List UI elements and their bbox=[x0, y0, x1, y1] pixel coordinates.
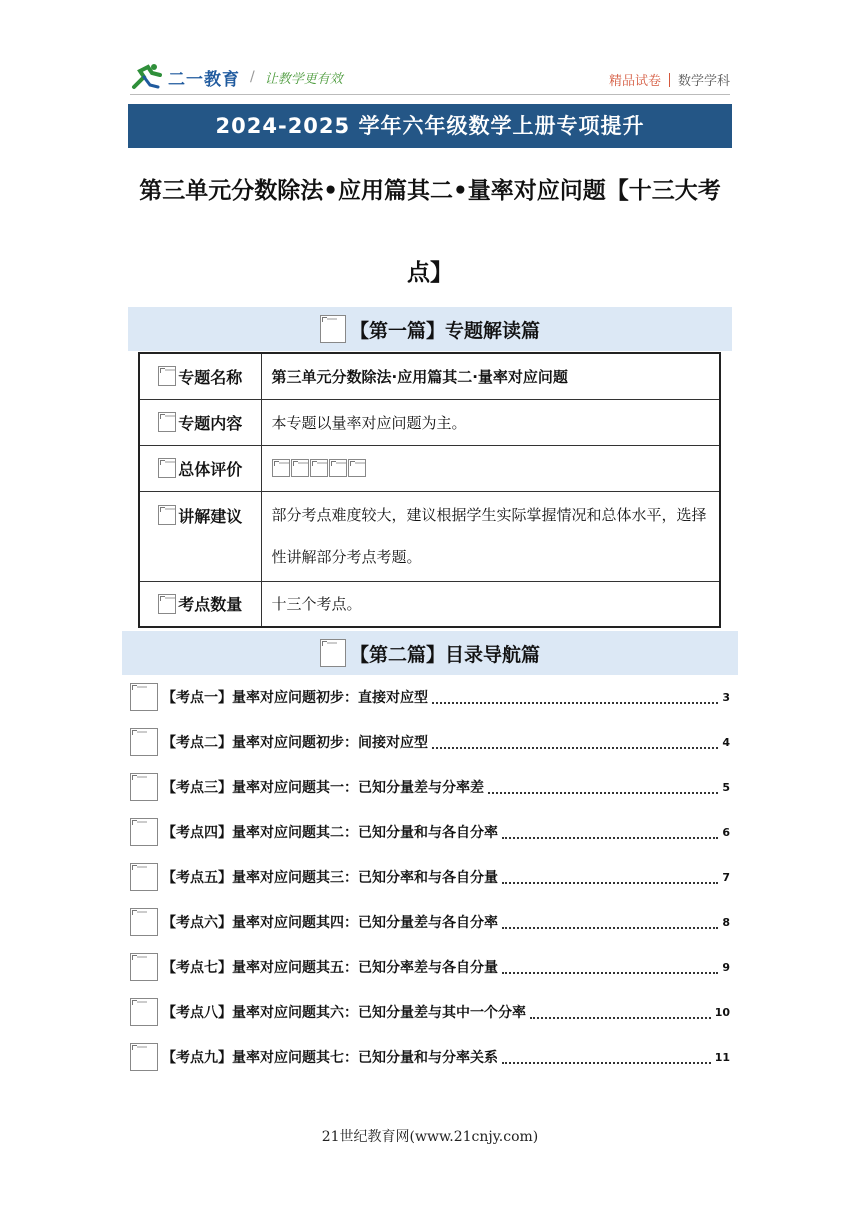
row-key: 专题内容 bbox=[139, 399, 261, 445]
row-value: 本专题以量率对应问题为主。 bbox=[261, 399, 720, 445]
toc-page-number[interactable]: 5 bbox=[722, 780, 730, 794]
image-placeholder-icon bbox=[130, 683, 158, 711]
image-placeholder-icon bbox=[158, 594, 176, 614]
image-placeholder-icon bbox=[130, 728, 158, 756]
toc-item[interactable] bbox=[130, 952, 730, 982]
tag-divider bbox=[669, 73, 670, 87]
toc-item[interactable] bbox=[130, 682, 730, 712]
logo bbox=[130, 62, 343, 92]
rating-cell bbox=[261, 445, 720, 491]
image-placeholder-icon bbox=[158, 458, 176, 478]
toc-item[interactable] bbox=[130, 1042, 730, 1072]
row-key: 专题名称 bbox=[139, 353, 261, 399]
section-1-title: 【第一篇】专题解读篇 bbox=[349, 319, 540, 342]
toc-page-number[interactable]: 3 bbox=[722, 690, 730, 704]
document-title-line-1: 第三单元分数除法•应用篇其二•量率对应问题【十三大考 bbox=[139, 178, 721, 204]
image-placeholder-icon bbox=[158, 412, 176, 432]
toc-page-number[interactable]: 8 bbox=[722, 915, 730, 929]
image-placeholder-icon bbox=[130, 1043, 158, 1071]
toc-label[interactable]: 【考点六】量率对应问题其四：已知分量差与各自分率 bbox=[162, 915, 498, 931]
star-rating bbox=[272, 459, 720, 477]
section-1-header bbox=[128, 307, 732, 351]
subject-tag: 数学学科 bbox=[677, 74, 730, 89]
toc-item[interactable] bbox=[130, 997, 730, 1027]
table-row bbox=[139, 353, 720, 399]
row-key: 考点数量 bbox=[139, 581, 261, 627]
star-icon bbox=[272, 459, 290, 477]
toc-leader bbox=[502, 972, 718, 974]
toc-leader bbox=[502, 927, 718, 929]
toc-page-number[interactable]: 9 bbox=[722, 960, 730, 974]
toc-label[interactable]: 【考点三】量率对应问题其一：已知分量差与分率差 bbox=[162, 780, 484, 796]
toc-item[interactable] bbox=[130, 817, 730, 847]
document-title-line-2: 点】 bbox=[407, 260, 453, 286]
toc-page-number[interactable]: 10 bbox=[714, 1005, 730, 1019]
header-divider bbox=[130, 94, 730, 95]
toc-leader bbox=[502, 882, 718, 884]
toc-item[interactable] bbox=[130, 862, 730, 892]
toc-label[interactable]: 【考点九】量率对应问题其七：已知分量和与分率关系 bbox=[162, 1050, 498, 1066]
toc-page-number[interactable]: 6 bbox=[722, 825, 730, 839]
toc-item[interactable] bbox=[130, 907, 730, 937]
logo-slogan: 让教学更有效 bbox=[264, 71, 343, 87]
image-placeholder-icon bbox=[130, 818, 158, 846]
image-placeholder-icon bbox=[158, 505, 176, 525]
toc-leader bbox=[488, 792, 718, 794]
image-placeholder-icon bbox=[158, 366, 176, 386]
toc-item[interactable] bbox=[130, 727, 730, 757]
page-footer: 21世纪教育网(www.21cnjy.com) bbox=[321, 1129, 539, 1145]
toc-leader bbox=[530, 1017, 711, 1019]
logo-separator: / bbox=[250, 69, 255, 85]
image-placeholder-icon bbox=[130, 908, 158, 936]
star-icon bbox=[329, 459, 347, 477]
toc-label[interactable]: 【考点七】量率对应问题其五：已知分率差与各自分量 bbox=[162, 960, 498, 976]
toc-label[interactable]: 【考点一】量率对应问题初步：直接对应型 bbox=[162, 690, 428, 706]
toc-label[interactable]: 【考点八】量率对应问题其六：已知分量差与其中一个分率 bbox=[162, 1005, 526, 1021]
runner-logo-icon bbox=[130, 63, 166, 91]
image-placeholder-icon bbox=[130, 863, 158, 891]
topic-info-table bbox=[138, 352, 721, 628]
page-header bbox=[130, 62, 730, 94]
table-row bbox=[139, 581, 720, 627]
image-placeholder-icon bbox=[320, 639, 346, 667]
logo-text: 二一教育 bbox=[168, 69, 240, 90]
star-icon bbox=[291, 459, 309, 477]
row-value: 部分考点难度较大，建议根据学生实际掌握情况和总体水平，选择性讲解部分考点考题。 bbox=[261, 491, 720, 581]
toc-leader bbox=[432, 747, 718, 749]
toc-label[interactable]: 【考点四】量率对应问题其二：已知分量和与各自分率 bbox=[162, 825, 498, 841]
row-value: 十三个考点。 bbox=[261, 581, 720, 627]
star-icon bbox=[310, 459, 328, 477]
image-placeholder-icon bbox=[130, 998, 158, 1026]
toc-leader bbox=[432, 702, 718, 704]
toc-item[interactable] bbox=[130, 772, 730, 802]
toc-label[interactable]: 【考点二】量率对应问题初步：间接对应型 bbox=[162, 735, 428, 751]
toc-page-number[interactable]: 4 bbox=[722, 735, 730, 749]
table-row bbox=[139, 399, 720, 445]
row-key: 总体评价 bbox=[139, 445, 261, 491]
header-tags bbox=[609, 70, 730, 89]
toc-leader bbox=[502, 1062, 711, 1064]
toc-label[interactable]: 【考点五】量率对应问题其三：已知分率和与各自分量 bbox=[162, 870, 498, 886]
image-placeholder-icon bbox=[320, 315, 346, 343]
table-row bbox=[139, 491, 720, 581]
row-key: 讲解建议 bbox=[139, 491, 261, 581]
image-placeholder-icon bbox=[130, 953, 158, 981]
image-placeholder-icon bbox=[130, 773, 158, 801]
quality-tag: 精品试卷 bbox=[608, 74, 661, 89]
toc-leader bbox=[502, 837, 718, 839]
row-value: 第三单元分数除法·应用篇其二·量率对应问题 bbox=[261, 353, 720, 399]
title-banner: 2024-2025 学年六年级数学上册专项提升 bbox=[128, 104, 732, 148]
toc-page-number[interactable]: 11 bbox=[714, 1050, 730, 1064]
table-row bbox=[139, 445, 720, 491]
star-icon bbox=[348, 459, 366, 477]
section-2-header bbox=[122, 631, 738, 675]
section-2-title: 【第二篇】目录导航篇 bbox=[349, 643, 540, 666]
toc-page-number[interactable]: 7 bbox=[722, 870, 730, 884]
